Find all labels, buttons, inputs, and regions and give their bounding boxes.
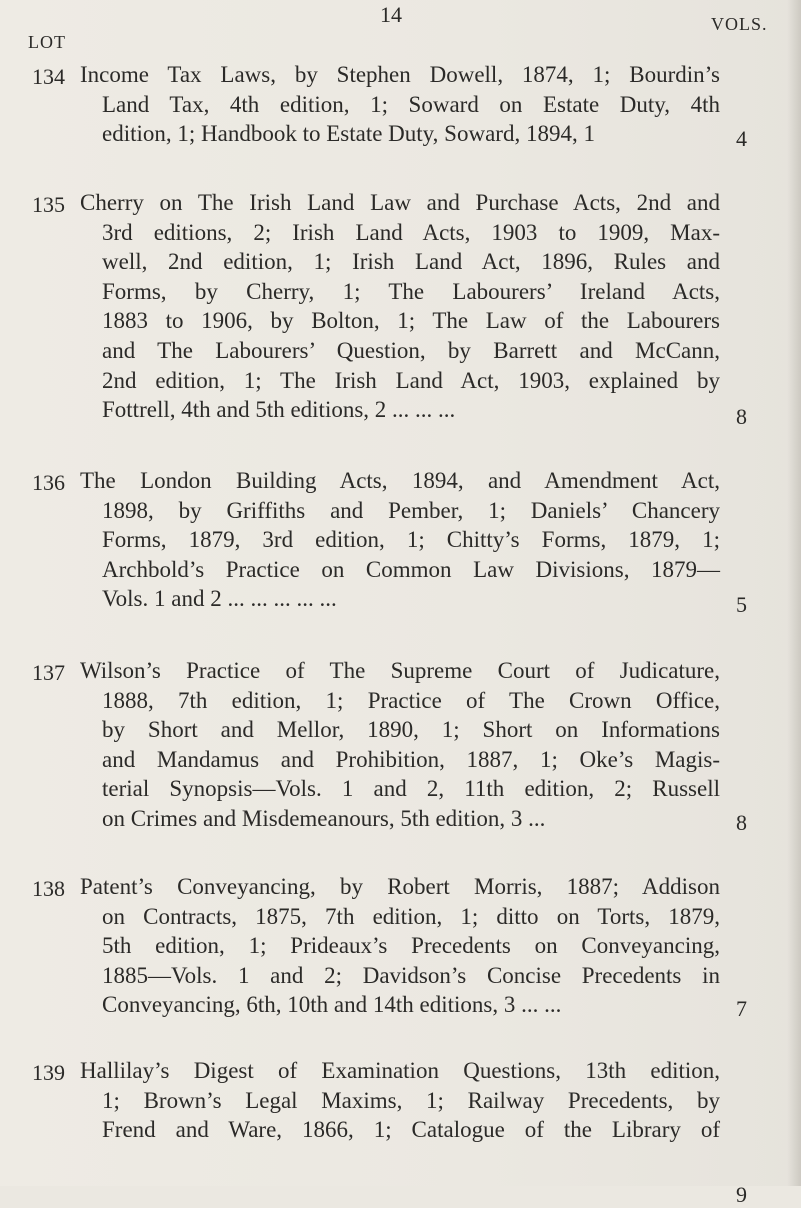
entry-line: Hallilay’s Digest of Examination Questions, 13th edition, xyxy=(80,1058,720,1083)
entry-line: 1; Brown’s Legal Maxims, 1; Railway Precedents, by xyxy=(102,1087,720,1113)
lot-entry xyxy=(80,188,720,425)
lot-entry xyxy=(80,872,720,1020)
vols-count: 7 xyxy=(736,996,747,1021)
vols-count: 8 xyxy=(736,404,747,429)
entry-line: terial Synopsis—Vols. 1 and 2, 11th edition, 2; Russell xyxy=(102,776,720,802)
entry-line: Wilson’s Practice of The Supreme Court of Judicature, xyxy=(80,658,720,683)
lot-entry xyxy=(80,466,720,614)
lot-column-header: LOT xyxy=(28,32,66,52)
entry-line: on Crimes and Misdemeanours, 5th edition, 3 ... xyxy=(102,805,546,831)
lot-number: 139 xyxy=(32,1060,65,1085)
entry-line: 1888, 7th edition, 1; Practice of The Crown Office, xyxy=(102,687,720,713)
entry-line: 1883 to 1906, by Bolton, 1; The Law of the Labourers xyxy=(102,308,720,334)
lot-number: 135 xyxy=(32,192,65,217)
entry-line: well, 2nd edition, 1; Irish Land Act, 1896, Rules and xyxy=(102,249,720,275)
lot-number: 134 xyxy=(32,64,65,89)
entry-line: Cherry on The Irish Land Law and Purchase Acts, 2nd and xyxy=(80,190,720,215)
entry-line: 5th edition, 1; Prideaux’s Precedents on Conveyancing, xyxy=(102,933,720,959)
entry-line: The London Building Acts, 1894, and Amendment Act, xyxy=(80,468,720,493)
lot-entry xyxy=(80,60,720,149)
entry-line: Forms, 1879, 3rd edition, 1; Chitty’s Forms, 1879, 1; xyxy=(102,527,720,553)
entry-line: and The Labourers’ Question, by Barrett and McCann, xyxy=(102,337,720,363)
lot-entry xyxy=(80,656,720,834)
page-number: 14 xyxy=(380,2,402,27)
entry-line: and Mandamus and Prohibition, 1887, 1; Oke’s Magis- xyxy=(102,746,720,772)
entry-line: Archbold’s Practice on Common Law Divisions, 1879— xyxy=(102,556,720,582)
vols-count: 4 xyxy=(736,126,747,151)
entry-line: edition, 1; Handbook to Estate Duty, Soward, 1894, 1 xyxy=(102,121,595,147)
page-edge-shadow xyxy=(787,0,801,1186)
vols-count: 9 xyxy=(736,1182,747,1207)
entry-line: 2nd edition, 1; The Irish Land Act, 1903, explained by xyxy=(102,367,720,393)
entry-line: Land Tax, 4th edition, 1; Soward on Estate Duty, 4th xyxy=(102,91,720,117)
vols-count: 5 xyxy=(736,592,747,617)
entry-line: 3rd editions, 2; Irish Land Acts, 1903 to 1909, Max- xyxy=(102,219,720,245)
entry-line: on Contracts, 1875, 7th edition, 1; ditto on Torts, 1879, xyxy=(102,903,720,929)
vols-column-header: VOLS. xyxy=(711,14,768,34)
entry-line: by Short and Mellor, 1890, 1; Short on Informations xyxy=(102,717,720,743)
entry-line: Vols. 1 and 2 ... ... ... ... ... xyxy=(102,586,337,612)
entry-line: Fottrell, 4th and 5th editions, 2 ... ... ... xyxy=(102,397,456,423)
entry-line: 1885—Vols. 1 and 2; Davidson’s Concise Precedents in xyxy=(102,962,720,988)
entry-line: Forms, by Cherry, 1; The Labourers’ Ireland Acts, xyxy=(102,278,720,304)
entry-line: Patent’s Conveyancing, by Robert Morris, 1887; Addison xyxy=(80,874,720,899)
vols-count: 8 xyxy=(736,810,747,835)
entry-line: 1898, by Griffiths and Pember, 1; Daniels’ Chancery xyxy=(102,497,720,523)
entry-line: Conveyancing, 6th, 10th and 14th editions, 3 ... ... xyxy=(102,992,562,1018)
lot-number: 137 xyxy=(32,660,65,685)
entry-line: Frend and Ware, 1866, 1; Catalogue of the Library of xyxy=(102,1117,720,1143)
lot-entry xyxy=(80,1056,720,1145)
lot-number: 138 xyxy=(32,876,65,901)
entry-line: Income Tax Laws, by Stephen Dowell, 1874, 1; Bourdin’s xyxy=(80,62,720,87)
lot-number: 136 xyxy=(32,470,65,495)
